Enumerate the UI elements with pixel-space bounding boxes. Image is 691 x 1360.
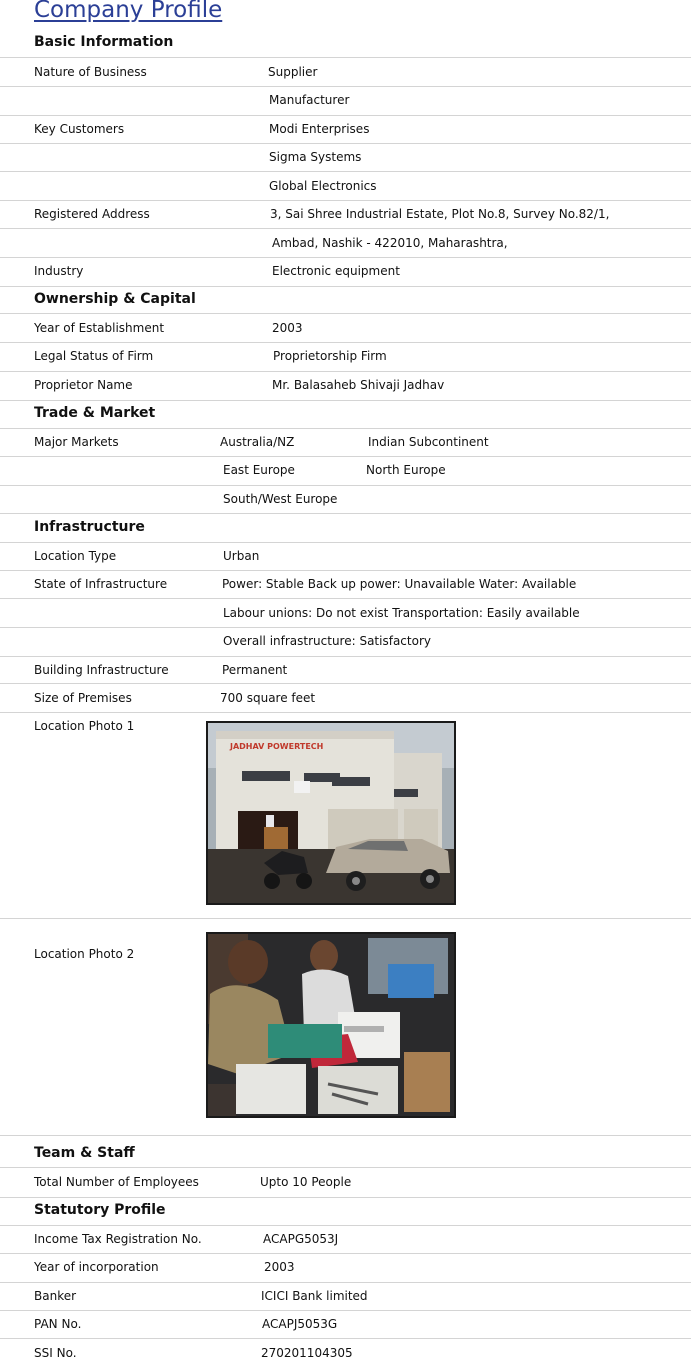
customer-3: Global Electronics (269, 179, 377, 193)
divider (0, 428, 691, 429)
divider (0, 570, 691, 571)
divider (0, 86, 691, 87)
divider (0, 313, 691, 314)
divider (0, 115, 691, 116)
tax-registration-value: ACAPG5053J (263, 1232, 339, 1246)
divider (0, 656, 691, 657)
tax-registration-label: Income Tax Registration No. (34, 1232, 202, 1246)
divider (0, 456, 691, 457)
photo-2-label: Location Photo 2 (34, 947, 135, 961)
infrastructure-state-line-1: Power: Stable Back up power: Unavailable Water: Available (222, 577, 577, 591)
address-line-1: 3, Sai Shree Industrial Estate, Plot No.8, Survey No.82/1, (270, 207, 610, 221)
building-value: Permanent (222, 663, 288, 677)
section-heading-basic: Basic Information (34, 34, 174, 50)
factory-building-image (208, 723, 454, 903)
incorporation-label: Year of incorporation (34, 1260, 159, 1274)
pan-value: ACAPJ5053G (262, 1317, 338, 1331)
divider (0, 627, 691, 628)
divider (0, 400, 691, 401)
page-title: Company Profile (34, 0, 223, 23)
infrastructure-state-line-2: Labour unions: Do not exist Transportation: Easily available (223, 606, 580, 620)
infrastructure-state-line-3: Overall infrastructure: Satisfactory (223, 634, 431, 648)
location-type-value: Urban (223, 549, 260, 563)
banker-value: ICICI Bank limited (261, 1289, 368, 1303)
nature-label: Nature of Business (34, 65, 147, 79)
divider (0, 143, 691, 144)
establishment-label: Year of Establishment (34, 321, 165, 335)
market-item: Indian Subcontinent (368, 435, 489, 449)
premises-size-value: 700 square feet (220, 691, 316, 705)
banker-label: Banker (34, 1289, 77, 1303)
customer-2: Sigma Systems (269, 150, 362, 164)
divider (0, 485, 691, 486)
pan-label: PAN No. (34, 1317, 82, 1331)
industry-label: Industry (34, 264, 84, 278)
divider (0, 1167, 691, 1168)
employees-value: Upto 10 People (260, 1175, 352, 1189)
legal-status-label: Legal Status of Firm (34, 349, 154, 363)
section-heading-ownership: Ownership & Capital (34, 291, 196, 307)
divider (0, 228, 691, 229)
markets-label: Major Markets (34, 435, 119, 449)
divider (0, 257, 691, 258)
customers-label: Key Customers (34, 122, 125, 136)
nature-value-2: Manufacturer (269, 93, 350, 107)
incorporation-value: 2003 (264, 1260, 295, 1274)
market-item: North Europe (366, 463, 446, 477)
divider (0, 683, 691, 684)
divider (0, 1197, 691, 1198)
divider (0, 712, 691, 713)
industry-value: Electronic equipment (272, 264, 400, 278)
divider (0, 286, 691, 287)
section-heading-team: Team & Staff (34, 1145, 135, 1161)
divider (0, 598, 691, 599)
address-label: Registered Address (34, 207, 150, 221)
divider (0, 513, 691, 514)
infrastructure-state-label: State of Infrastructure (34, 577, 168, 591)
divider (0, 200, 691, 201)
location-photo-1[interactable] (206, 721, 456, 905)
building-sign-text: JADHAV POWERTECH (230, 742, 324, 751)
divider (0, 1282, 691, 1283)
photo-1-label: Location Photo 1 (34, 719, 135, 733)
divider (0, 57, 691, 58)
building-label: Building Infrastructure (34, 663, 169, 677)
ssi-value: 270201104305 (261, 1346, 353, 1360)
establishment-value: 2003 (272, 321, 303, 335)
ssi-label: SSI No. (34, 1346, 77, 1360)
section-heading-statutory: Statutory Profile (34, 1202, 166, 1218)
proprietor-value: Mr. Balasaheb Shivaji Jadhav (272, 378, 445, 392)
premises-size-label: Size of Premises (34, 691, 132, 705)
market-item: Australia/NZ (220, 435, 295, 449)
market-item: South/West Europe (223, 492, 338, 506)
divider (0, 371, 691, 372)
divider (0, 1135, 691, 1136)
nature-value-1: Supplier (268, 65, 318, 79)
market-item: East Europe (223, 463, 295, 477)
employees-label: Total Number of Employees (34, 1175, 199, 1189)
location-type-label: Location Type (34, 549, 117, 563)
divider (0, 342, 691, 343)
divider (0, 1310, 691, 1311)
divider (0, 1338, 691, 1339)
workshop-image (208, 934, 454, 1116)
legal-status-value: Proprietorship Firm (273, 349, 387, 363)
proprietor-label: Proprietor Name (34, 378, 133, 392)
customer-1: Modi Enterprises (269, 122, 370, 136)
divider (0, 542, 691, 543)
address-line-2: Ambad, Nashik - 422010, Maharashtra, (272, 236, 508, 250)
divider (0, 1225, 691, 1226)
section-heading-trade: Trade & Market (34, 405, 156, 421)
section-heading-infrastructure: Infrastructure (34, 519, 145, 535)
divider (0, 918, 691, 919)
divider (0, 1253, 691, 1254)
divider (0, 171, 691, 172)
location-photo-2[interactable] (206, 932, 456, 1118)
